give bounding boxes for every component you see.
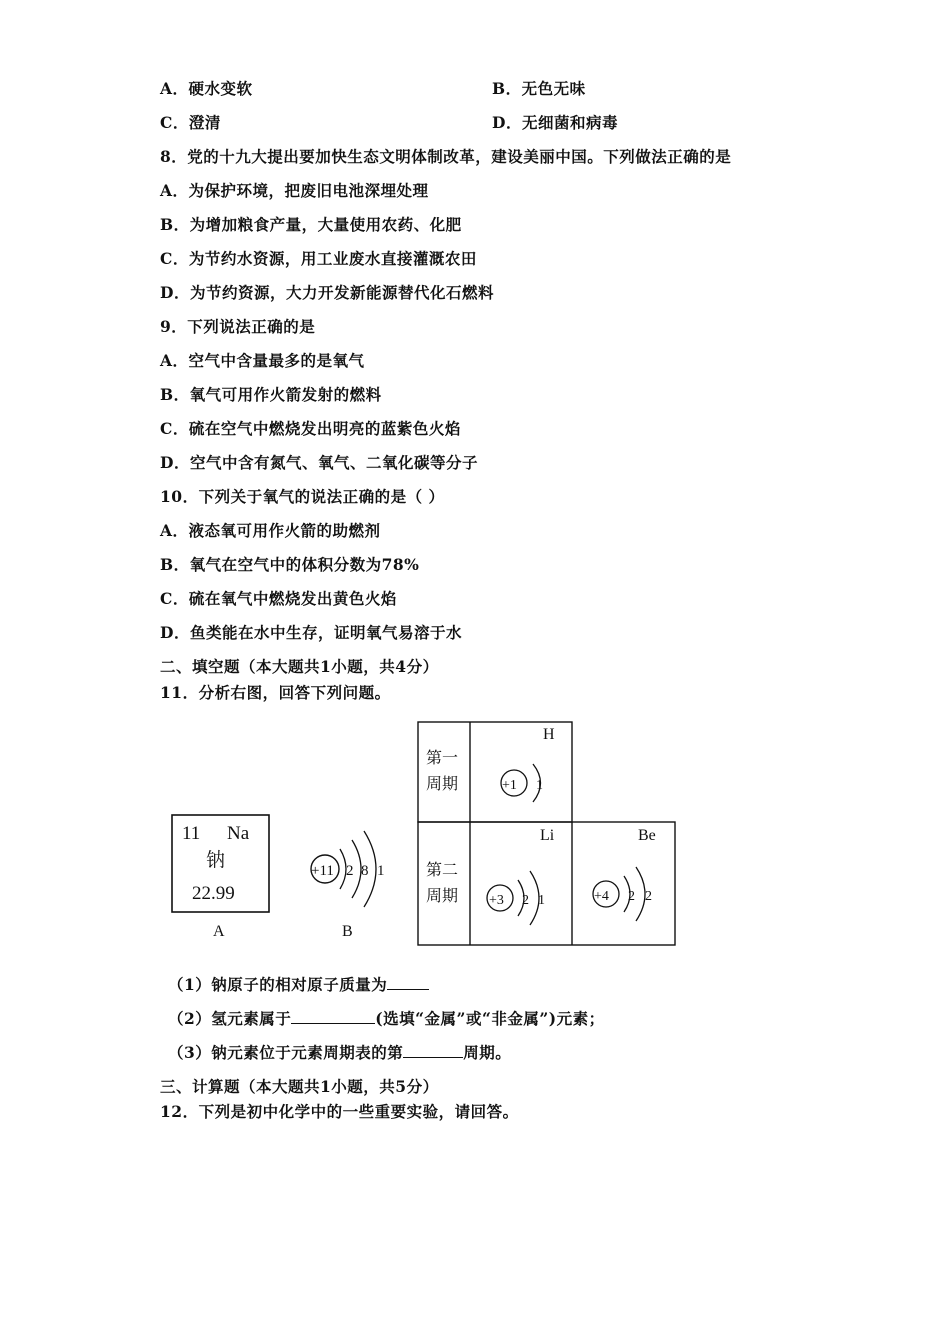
q12-stem: 12．下列是初中化学中的一些重要实验，请回答。 [160, 1102, 519, 1121]
na-name: 钠 [206, 850, 226, 871]
li-shell-2: 1 [538, 893, 545, 908]
q9-option-a: A．空气中含量最多的是氧气 [160, 351, 365, 370]
h-shell-1: 1 [536, 778, 543, 793]
section3-heading: 三、计算题（本大题共1小题，共5分） [160, 1077, 439, 1096]
q8-stem: 8．党的十九大提出要加快生态文明体制改革，建设美丽中国。下列做法正确的是 [160, 147, 732, 166]
q11-sub1-blank[interactable] [387, 975, 429, 990]
caption-a: A [213, 923, 225, 940]
q7-option-b: B．无色无味 [492, 79, 586, 98]
q10-option-d: D．鱼类能在水中生存，证明氧气易溶于水 [160, 623, 462, 642]
q11-sub2-text-pre: （2）氢元素属于 [168, 1009, 292, 1028]
q11-sub1-text: （1）钠原子的相对原子质量为 [168, 975, 388, 994]
q9-option-d: D．空气中含有氮气、氧气、二氧化碳等分子 [160, 453, 478, 472]
q11-sub3-text-pre: （3）钠元素位于元素周期表的第 [168, 1043, 404, 1062]
period1-label-line1: 第一 [426, 750, 459, 767]
period2-label-line2: 周期 [426, 888, 459, 905]
q10-option-b: B．氧气在空气中的体积分数为78% [160, 555, 420, 574]
q11-sub1 [168, 973, 429, 995]
h-nucleus: +1 [502, 778, 517, 793]
q11-sub3-text-post: 周期。 [463, 1043, 512, 1062]
section2-heading: 二、填空题（本大题共1小题，共4分） [160, 657, 439, 676]
q11-stem: 11．分析右图，回答下列问题。 [160, 683, 391, 702]
q8-option-a: A．为保护环境，把废旧电池深埋处理 [160, 181, 429, 200]
li-shell-1: 2 [522, 893, 529, 908]
na-shell-1: 2 [346, 863, 354, 879]
q11-sub2-text-post: (选填“金属”或“非金属”)元素； [375, 1009, 605, 1028]
period1-label-line2: 周期 [426, 776, 459, 793]
q8-option-d: D．为节约资源，大力开发新能源替代化石燃料 [160, 283, 494, 302]
q7-option-c: C．澄清 [160, 113, 221, 132]
q7-option-a: A．硬水变软 [160, 79, 253, 98]
sodium-atom-diagram [311, 831, 385, 907]
q7-option-d: D．无细菌和病毒 [492, 113, 618, 132]
q8-option-b: B．为增加粮食产量，大量使用农药、化肥 [160, 215, 462, 234]
li-nucleus: +3 [489, 893, 504, 908]
na-nucleus: +11 [311, 863, 334, 879]
q10-option-a: A．液态氧可用作火箭的助燃剂 [160, 521, 381, 540]
li-symbol: Li [540, 827, 555, 844]
q11-sub2 [168, 1007, 605, 1029]
periodic-table-fragment [418, 722, 675, 945]
q11-sub3-blank[interactable] [403, 1043, 463, 1058]
be-nucleus: +4 [594, 889, 609, 904]
sodium-element-card [172, 815, 269, 912]
period2-label-line1: 第二 [426, 862, 459, 879]
be-shell-2: 2 [645, 889, 652, 904]
q10-stem: 10．下列关于氧气的说法正确的是（ ） [160, 487, 445, 506]
q10-option-c: C．硫在氧气中燃烧发出黄色火焰 [160, 589, 397, 608]
be-symbol: Be [638, 827, 656, 844]
na-atomic-number: 11 [182, 823, 201, 844]
h-symbol: H [543, 726, 555, 743]
na-shell-2: 8 [361, 863, 369, 879]
na-symbol: Na [227, 823, 250, 844]
q8-option-c: C．为节约水资源，用工业废水直接灌溉农田 [160, 249, 477, 268]
q11-sub3 [168, 1041, 511, 1063]
na-shell-3: 1 [377, 863, 385, 879]
q9-stem: 9．下列说法正确的是 [160, 317, 316, 336]
na-mass: 22.99 [192, 883, 235, 904]
q9-option-c: C．硫在空气中燃烧发出明亮的蓝紫色火焰 [160, 419, 461, 438]
caption-b: B [342, 923, 353, 940]
be-shell-1: 2 [628, 889, 635, 904]
q9-option-b: B．氧气可用作火箭发射的燃料 [160, 385, 382, 404]
q11-sub2-blank[interactable] [291, 1009, 375, 1024]
